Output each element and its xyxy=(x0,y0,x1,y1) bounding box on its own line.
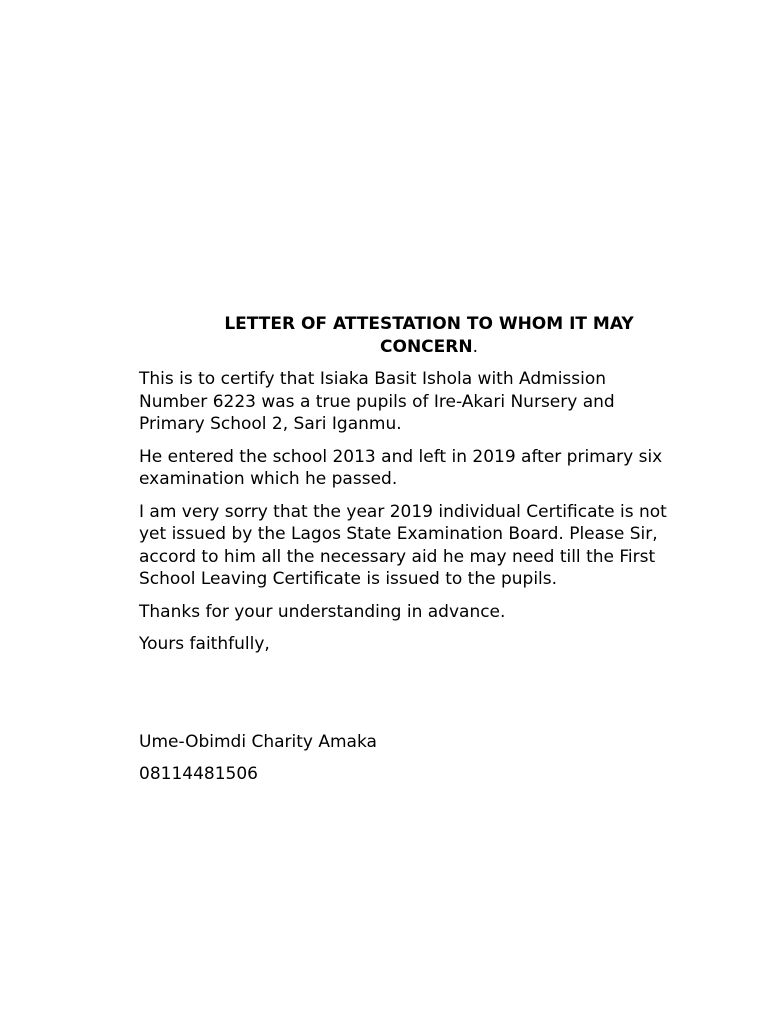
letter-title-period: . xyxy=(472,337,478,357)
paragraph-certificate-request: I am very sorry that the year 2019 individual Certificate is not yet issued by the Lagos State Examination Board. Please Sir, accord to him all the necessary aid he may need till the First School Leaving Certificate is issued to the pupils. xyxy=(139,501,667,589)
letter-title-text: LETTER OF ATTESTATION TO WHOM IT MAY CONCERN xyxy=(224,314,634,357)
paragraph-attendance: He entered the school 2013 and left in 2019 after primary six examination which he passed. xyxy=(139,446,663,489)
paragraph-certification: This is to certify that Isiaka Basit Ishola with Admission Number 6223 was a true pupils of Ire-Akari Nursery and Primary School 2, Sari Iganmu. xyxy=(139,369,615,434)
closing-salutation: Yours faithfully, xyxy=(139,634,270,654)
paragraph-thanks: Thanks for your understanding in advance. xyxy=(139,601,506,622)
signature-space xyxy=(139,666,669,731)
letter-body xyxy=(139,313,669,796)
signatory-phone: 08114481506 xyxy=(139,764,258,784)
signatory-name: Ume-Obimdi Charity Amaka xyxy=(139,731,377,752)
letter-title xyxy=(189,313,669,359)
